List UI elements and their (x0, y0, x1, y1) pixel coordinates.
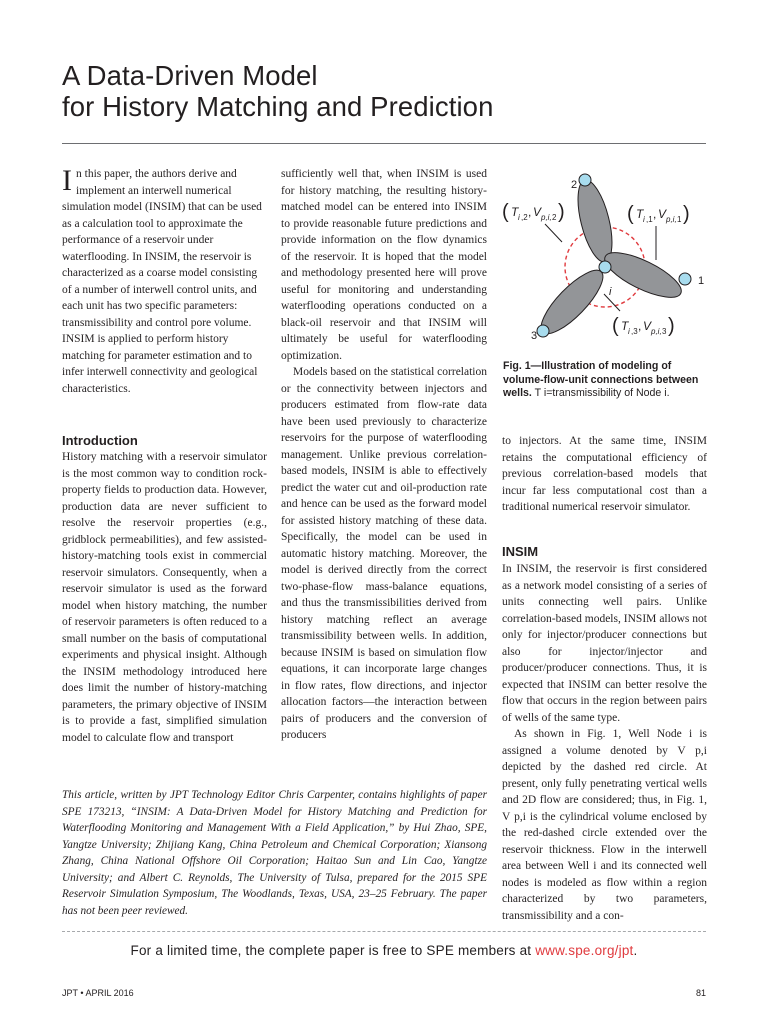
column2-paragraph-1: sufficiently well that, when INSIM is used for history matching, the resulting history-matched model can be entered into INSIM to provide reasonable future predictions and provide information on the flow dynamics of the reservoir. It is hoped that the model and methodology presented here will prove useful for monitoring and understanding waterflooding operations conducted on a black-oil reservoir and that INSIM will ultimately be useful for waterflooding optimization. (281, 168, 487, 362)
svg-text:V: V (533, 205, 542, 219)
svg-text:): ) (558, 201, 565, 223)
node-1 (679, 273, 691, 285)
promo-end: . (633, 943, 638, 958)
insim-heading: INSIM (502, 544, 539, 559)
column2-paragraph-2: Models based on the statistical correlation or the connectivity between injectors and producers estimated from flow-rate data have been used previously to characterize reservoirs for the purpose of waterflooding management. Unlike previous correlation-based models, INSIM is able to effectively predict the water cut and oil-production rate and hence can be used as the forward model for assisted history matching of these data. Specifically, the model can be used in automatic history matching. Moreover, the model is derived directly from the correct two-phase-flow mass-balance equations, and thus the transmissibilities derived from history matching reflect an average transmissibility between wells. In addition, because INSIM is based on simulation flow equations, it can incorporate large changes in flow rates, flow directions, and injector allocation factors—the interaction between pairs of producers and the conversion of producers (281, 366, 487, 741)
svg-text:V: V (643, 319, 652, 333)
note-text: This article, written by JPT Technology Editor Chris Carpenter, contains highlights of paper SPE 173213, “INSIM: A Data-Driven Model for History Matching and Prediction for Waterflooding Monitoring and Management With a Field Application,” by Hui Zhao, SPE, Yangtze University; Zhijiang Kang, China Petroleum and Chemical Corporation; Xiansong Zhang, China National Offshore Oil Corporation; Haitao Sun and Lin Cao, Yangtze University; and Albert C. Reynolds, The University of Tulsa, prepared for the 2015 SPE Reservoir Simulation Symposium, The Woodlands, Texas, USA, 23–25 February. The paper has not been peer reviewed. (62, 789, 487, 917)
promo-banner (0, 943, 768, 958)
insim-body (502, 561, 707, 924)
svg-text:,: , (528, 205, 532, 219)
svg-text:): ) (683, 203, 690, 225)
introduction-body (62, 449, 267, 746)
svg-text:T: T (511, 205, 519, 219)
introduction-heading: Introduction (62, 433, 138, 448)
insim-paragraph-1: In INSIM, the reservoir is first considered as a network model consisting of a series of units connecting well pairs. Unlike correlation-based models, INSIM allows not only for injector/producer connections but also for injector/injector and producer/producer connections. Thus, it is expected that INSIM can better resolve the flow that occurs in the region between pairs of wells of the same type. (502, 563, 707, 724)
abstract (62, 166, 267, 397)
title-line-1: A Data-Driven Model (62, 60, 318, 91)
svg-text:2: 2 (552, 213, 557, 222)
article-title (62, 60, 722, 122)
node-2 (579, 174, 591, 186)
svg-text:(: ( (612, 315, 619, 337)
svg-text:i: i (628, 327, 630, 336)
svg-text:,: , (653, 207, 657, 221)
lobe-to-node-1 (599, 244, 687, 306)
caption-rest: T i=transmissibility of Node i. (534, 387, 670, 399)
svg-text:i: i (518, 213, 520, 222)
node-3-label: 3 (531, 330, 538, 342)
svg-text:): ) (668, 315, 675, 337)
drop-cap: I (62, 164, 72, 197)
label-top-left (502, 201, 565, 223)
svg-text:p,i,: p,i, (666, 215, 677, 224)
svg-text:i: i (643, 215, 645, 224)
column3-paragraph-1: to injectors. At the same time, INSIM retains the computational efficiency of previous correlation-based models that incur far less computational cost than a traditional numerical reservoir simulator. (502, 435, 707, 513)
column-3 (502, 433, 707, 516)
figure-1-diagram (492, 166, 712, 356)
title-rule (62, 143, 706, 144)
promo-link[interactable]: www.spe.org/jpt (535, 943, 634, 958)
node-i-label: i (609, 286, 612, 298)
svg-text:,2: ,2 (521, 213, 528, 222)
svg-text:,1: ,1 (646, 215, 653, 224)
article-source-note (62, 787, 487, 919)
label-bottom (612, 315, 675, 337)
svg-text:p,i,: p,i, (651, 327, 662, 336)
svg-text:V: V (658, 207, 667, 221)
footer-issue: JPT • APRIL 2016 (62, 988, 134, 998)
svg-text:(: ( (627, 203, 634, 225)
svg-text:,3: ,3 (631, 327, 638, 336)
column-2 (281, 166, 487, 744)
insim-paragraph-2: As shown in Fig. 1, Well Node i is assigned a volume denoted by V p,i depicted by the dashed red circle. At present, only fully penetrating vertical wells and 2D flow are considered; thus, in Fig. 1, V p,i is the cylindrical volume enclosed by the red-dashed circle extended over the reservoir thickness. Flow in the interwell area between Well i and its connected well nodes is modeled as flow within a region characterized by two parameters, transmissibility and a con- (502, 728, 707, 922)
lobe-to-node-2 (571, 177, 618, 265)
node-1-label: 1 (698, 275, 705, 287)
node-2-label: 2 (571, 179, 578, 191)
caption-bold: Fig. 1—Illustration of modeling of volume-flow-unit connections between wells. (503, 360, 699, 399)
svg-text:T: T (621, 319, 629, 333)
promo-text: For a limited time, the complete paper is free to SPE members at (130, 943, 532, 958)
title-line-2: for History Matching and Prediction (62, 91, 494, 122)
abstract-text: n this paper, the authors derive and implement an interwell numerical simulation model (INSIM) that can be used as a calculation tool to approximate the performance of a reservoir under waterflooding. In INSIM, the reservoir is characterized as a coarse model consisting of a number of interwell control units, and each unit has two specific parameters: transmissibility and control pore volume. INSIM is applied to perform history matching for parameter estimation and to infer interwell connectivity and geological characteristics. (62, 168, 262, 395)
node-i (599, 261, 611, 273)
dashed-divider (62, 931, 706, 932)
svg-text:3: 3 (662, 327, 667, 336)
node-3 (537, 325, 549, 337)
svg-text:,: , (638, 319, 642, 333)
svg-text:(: ( (502, 201, 509, 223)
introduction-text: History matching with a reservoir simulator is the most common way to condition rock-property fields to production data. However, production data are never sufficient to resolve the reservoir properties (e.g., gridblock permeabilities), and few assisted-history-matching tools exist in commercial reservoir simulators. Consequently, when a reservoir simulator is used as the forward model when history matching, the number of reservoir parameters is often reduced to a small number on the basis of computational experiments and physical insight. Although the INSIM methodology introduced here does limit the number of history-matching parameters, the primary objective of INSIM is to provide a fast, simplified simulation model to calculate flow and transport (62, 451, 267, 744)
figure-1-caption (503, 360, 708, 401)
svg-text:p,i,: p,i, (541, 213, 552, 222)
svg-text:T: T (636, 207, 644, 221)
svg-text:1: 1 (677, 215, 682, 224)
page-number: 81 (695, 988, 706, 998)
label-top-right (627, 203, 690, 225)
